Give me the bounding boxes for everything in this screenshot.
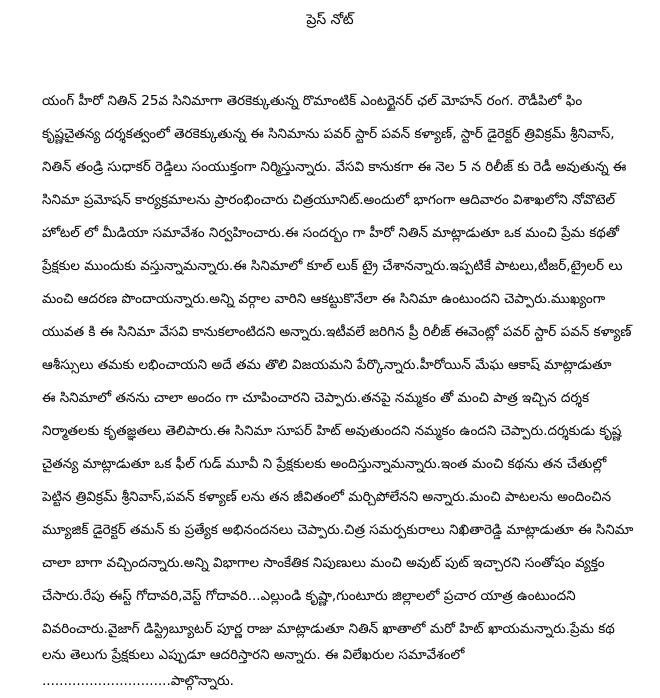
body-line: లను తెలుగు ప్రేక్షకులు ఎప్పుడూ ఆదరిస్తారని అన్నారు. ఈ విలేఖరుల సమావేశంలో (42, 647, 465, 663)
body-line: హోటల్ లో మీడియా సమావేశం నిర్వహించారు.ఈ సందర్బం గా హీరో నితిన్ మాట్లాడుతూ ఒక మంచి ప్రేమ కథతో (42, 225, 620, 241)
body-line: ఆశీస్సులు తమకు లభించాయని అదే తమ తొలి విజయమని పేర్కొన్నారు.హీరోయిన్ మేఘ ఆకాష్ మాట్లాడుతూ (42, 357, 612, 373)
body-line: మ్యూజిక్ డైరెక్టర్ తమన్ కు ప్రత్యేక అభినందనలు చెప్పారు.చిత్ర సమర్పకురాలు నిఖితారెడ్డి మాట్లాడుతూ ఈ సినిమా (42, 522, 634, 538)
body-line: పెట్టిన త్రివిక్రమ్ శ్రీనివాస్,పవన్ కళ్యాణ్ లను తన జీవితంలో మర్చిపోలేనని అన్నారు.మంచి పాటలను అందించిన (42, 489, 612, 505)
body-line: కృష్ణచైతన్య దర్శకత్వంలో తెరకెక్కుతున్న ఈ సినిమాను పవర్ స్టార్ పవన్ కళ్యాణ్, స్టార్ డైరెక్టర్ త్రివిక్రమ్ శ్రీనివాస్, (42, 126, 615, 142)
body-line: నితిన్ తండ్రి సుధాకర్ రెడ్డిలు సంయుక్తంగా నిర్మిస్తున్నారు. వేసవి కానుకగా ఈ నెల 5 న రిలీజ్ కు రెడీ అవుతున్న ఈ (42, 159, 627, 175)
body-line: చైతన్య మాట్లాడుతూ ఒక ఫీల్ గుడ్ మూవీ ని ప్రేక్షకులకు అందిస్తున్నామన్నారు.ఇంత మంచి కథను తన చేతుల్లో (42, 456, 607, 472)
body-line: వివరించారు.వైజాగ్ డిస్ట్రిబ్యూటర్ పూర్ణ రాజు మాట్లాడుతూ నితిన్ ఖాతాలో మరో హిట్ ఖాయమన్నారు.ప్రేమ కథ (42, 621, 615, 637)
body-line: నిర్మాతలకు కృతజ్ఞతలు తెలిపారు.ఈ సినిమా సూపర్ హిట్ అవుతుందని నమ్మకం ఉందని చెప్పారు.దర్శకుడు కృష్ణ (42, 423, 622, 439)
body-line: మంచి ఆదరణ పొందాయన్నారు.అన్ని వర్గాల వారిని ఆకట్టుకొనేలా ఈ సినిమా ఉంటుందని చెప్పారు.ముఖ్యంగా (42, 291, 606, 307)
body-line: ప్రేక్షకుల ముందుకు వస్తున్నామన్నారు.ఈ సినిమాలో కూల్ లుక్ ట్రై చేశానన్నారు.ఇప్పటికే పాటలు,టీజర్,ట్రైలర్ లు (42, 258, 623, 274)
body-line: యువత కి ఈ సినిమా వేసవి కానుకలాంటిదని అన్నారు.ఇటీవలే జరిగిన ప్రీ రిలీజ్ ఈవెంట్లో పవర్ స్టార్ పవన్ కళ్యాణ్ (42, 324, 632, 340)
body-line: యంగ్ హీరో నితిన్ 25వ సినిమాగా తెరకెక్కుతున్న రొమాంటిక్ ఎంటర్టైనర్ ఛల్ మోహన్ రంగ. రౌడీపిలో ఫిం (42, 93, 583, 109)
body-line: చాలా బాగా వచ్చిందన్నారు.అన్ని విభాగాల సాంకేతిక నిపుణులు మంచి అవుట్ పుట్ ఇచ్చారని సంతోషం వ్యక్తం (42, 555, 605, 571)
document-title: ప్రెస్ నోట్ (306, 12, 354, 28)
body-line: ఈ సినిమాలో తనను చాలా అందం గా చూపించారని చెప్పారు.తనపై నమ్మకం తో మంచి పాత్ర ఇచ్చిన దర్శక (42, 390, 590, 406)
body-line: చేసారు.రేపు ఈస్ట్ గోదావరి,వెస్ట్ గోదావరి...ఎల్లుండి కృష్ణా,గుంటూరు జిల్లాలలో ప్రచార యాత్ర ఉంటుందని (42, 588, 576, 604)
closing-line: ..............................పాల్గొన్నారు. (42, 673, 234, 689)
body-line: సినిమా ప్రమోషన్ కార్యక్రమాలను ప్రారంభించారు చిత్రయూనిట్.అందులో భాగంగా ఆదివారం విశాఖలోని నోవొటెల్ (42, 192, 616, 208)
